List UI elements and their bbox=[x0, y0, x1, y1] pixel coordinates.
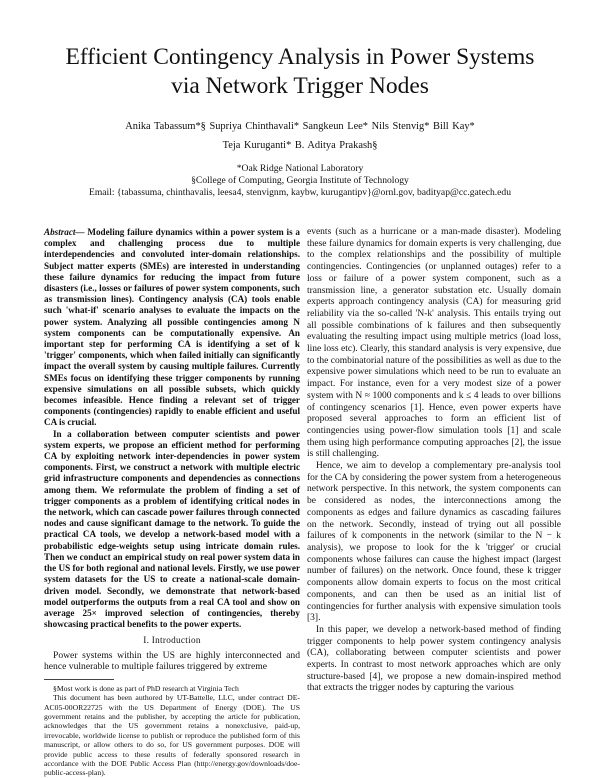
affiliation-gatech: §College of Computing, Georgia Institute of Technology bbox=[191, 175, 409, 186]
footnote-divider bbox=[44, 679, 114, 680]
abstract-paragraph-2: In a collaboration between computer scientists and power system experts, we propose an efficient method for performing CA by exploiting network inter-dependencies in power system components. First, we construct a network with multiple electric grid infrastructure components and dependencies as connections among them. We reformulate the problem of finding a set of trigger components as a problem of identifying critical nodes in the network, which can cascade power failures through connected nodes and cause significant damage to the network. To guide the practical CA tools, we develop a network-based model with a probabilistic edge-weights setup using intricate domain rules. Then we conduct an empirical study on real power system data in the US for both regional and national levels. Firstly, we use power system datasets for the US to create a national-scale domain-driven model. Secondly, we demonstrate that network-based model outperforms the outputs from a real CA tool and show on average 25× improved selection of contingencies, thereby showcasing practical benefits to the power experts. bbox=[44, 428, 300, 630]
title-line-1: Efficient Contingency Analysis in Power Systems bbox=[65, 44, 535, 70]
abstract-paragraph-1 bbox=[44, 227, 300, 429]
left-column bbox=[44, 227, 300, 778]
abstract-label: Abstract— bbox=[44, 227, 85, 237]
footnote-phd: §Most work is done as part of PhD research at Virginia Tech bbox=[53, 683, 239, 693]
paper-title bbox=[40, 43, 560, 101]
authors-line-1: Anika Tabassum*§ Supriya Chinthavali* Sangkeun Lee* Nils Stenvig* Bill Kay* bbox=[125, 121, 475, 132]
right-column bbox=[307, 227, 561, 695]
introduction-paragraph: Power systems within the US are highly interconnected and hence vulnerable to multiple failures triggered by extreme bbox=[44, 649, 300, 673]
author-emails: Email: {tabassuma, chinthavalis, leesa4, stenvignm, kaybw, kurugantipv}@ornl.gov, badityap@cc.gatech.edu bbox=[88, 187, 512, 198]
title-line-2: via Network Trigger Nodes bbox=[171, 73, 429, 99]
abstract bbox=[44, 227, 300, 630]
section-heading-introduction: I. Introduction bbox=[143, 635, 201, 646]
right-paragraph-1: events (such as a hurricane or a man-made disaster). Modeling these failure dynamics for domain experts is very challenging, due to the complex relationships and the possibility of multiple contingencies. Contingencies (or unplanned outages) refer to a loss or failure of a power system component, such as a transmission line, a generator substation etc. Usually domain experts approach contingency analysis (CA) for measuring grid reliability via the so-called 'N-k' analysis. This entails trying out all possible combinations of k failures and then subsequently evaluating the resulting impact using multiple metrics (load loss, line loss etc). Clearly, this standard analysis is very expensive, due to the combinatorial nature of the possibilities as well as due to the expensive power simulations which need to be run to evaluate an impact. For instance, even for a very modest size of a power system with N ≈ 1000 components and k ≤ 4 leads to over billions of contingency scenarios [1]. Hence, even power experts have proposed several approaches to form an efficient list of contingencies using power-flow simulation tools [1] and scale them using high performance computing approaches [2], the issue is still challenging. bbox=[307, 227, 561, 460]
right-paragraph-2: Hence, we aim to develop a complementary pre-analysis tool for the CA by considering the power system from a heterogeneous network perspective. In this network, the system components can be considered as nodes, the interconnections among the components as edges and failure dynamics as cascading failures on the network. Secondly, instead of trying out all possible failures of k components in the network (similar to the N − k analysis), we propose to look for the k 'trigger' or crucial components whose failures can cause the highest impact (largest number of failures) on the network. Once found, these k trigger components allow domain experts to focus on the most critical components, and can then be used as an initial list of contingencies for further analysis with expensive simulation tools [3]. bbox=[307, 461, 561, 624]
footnote-copyright: This document has been authored by UT-Battelle, LLC, under contract DE-AC05-00OR22725 with the US Department of Energy (DOE). The US government retains and the publisher, by accepting the article for publication, acknowledges that the US government retains a nonexclusive, paid-up, irrevocable, worldwide license to publish or reproduce the published form of this manuscript, or allow others to do so, for US government purposes. DOE will provide public access to these results of federally sponsored research in accordance with the DOE Public Access Plan (http://energy.gov/downloads/doe-public-access-plan). bbox=[44, 693, 300, 778]
abstract-p1-text: Modeling failure dynamics within a power system is a complex and challenging process due to multiple interdependencies and convoluted inter-domain relationships. Subject matter experts (SMEs) are interested in understanding these failure dynamics for reducing the impact from future disasters (i.e., losses or failures of power system components, such as transmission lines). Contingency analysis (CA) tools enable such 'what-if' scenario analyses to evaluate the impacts on the power system. Analyzing all possible contingencies among N system components can be computationally expensive. An important step for performing CA is identifying a set of k 'trigger' components, which when failed initially can significantly impact the overall system by causing multiple failures. Currently SMEs focus on identifying these trigger components by running expensive simulations on all possible subsets, which quickly becomes infeasible. Hence finding a relevant set of trigger components (contingencies) rapidly to enable efficient and useful CA is crucial. bbox=[44, 227, 300, 428]
authors-line-2: Teja Kuruganti* B. Aditya Prakash§ bbox=[222, 140, 378, 151]
affiliation-ornl: *Oak Ridge National Laboratory bbox=[236, 163, 364, 174]
right-paragraph-3: In this paper, we develop a network-based method of finding trigger components to help power system contingency analysis (CA), collaborating between computer scientists and power experts. In contrast to most network approaches which are only structure-based [4], we propose a new domain-inspired method that extracts the trigger nodes by capturing the various bbox=[307, 624, 561, 694]
